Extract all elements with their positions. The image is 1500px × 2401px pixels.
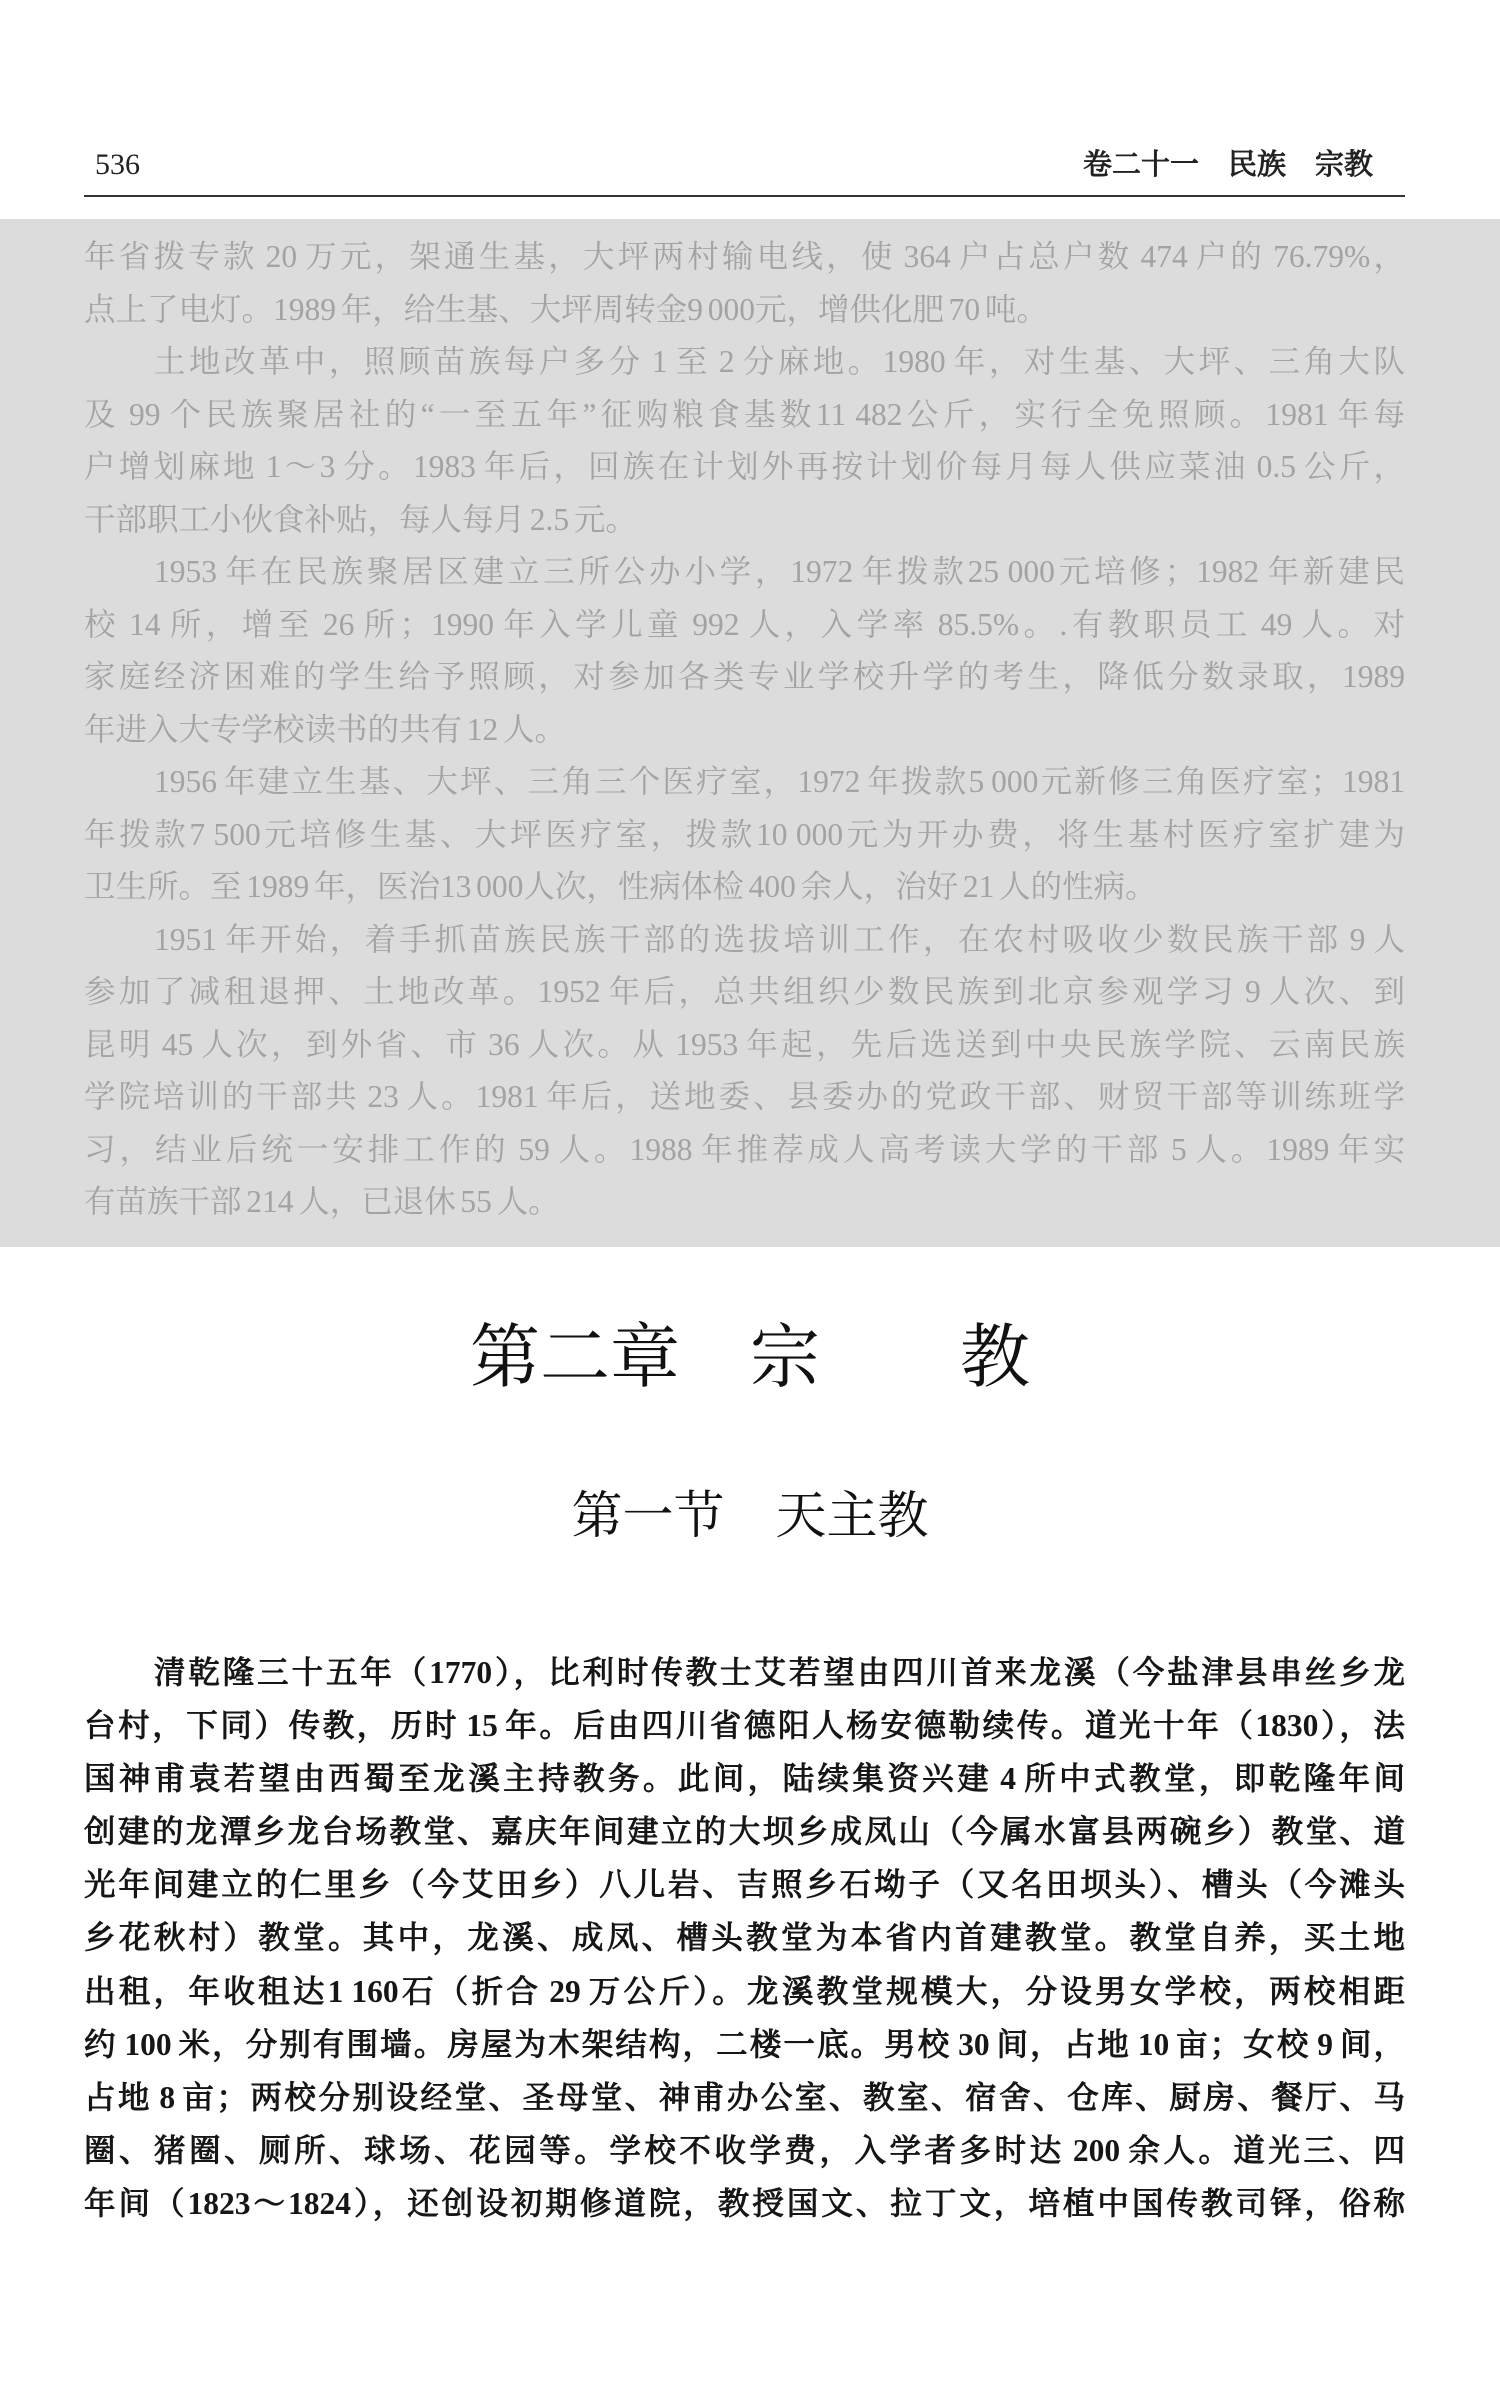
text-line: 有苗族干部 214 人，已退休 55 人。	[84, 1184, 560, 1219]
paragraph	[84, 231, 1405, 336]
paragraph	[84, 914, 1405, 1229]
body-text	[84, 1646, 1405, 2230]
text-line: 家庭经济困难的学生给予照顾，对参加各类专业学校升学的考生，降低分数录取，1989	[84, 659, 1405, 694]
text-line: 年拨款7 500元培修生基、大坪医疗室，拨款10 000元为开办费，将生基村医疗室扩建为	[84, 816, 1405, 852]
text-line: 参加了减租退押、土地改革。1952 年后，总共组织少数民族到北京参观学习 9 人次、到	[84, 974, 1405, 1009]
chapter-title: 第二章 宗 教	[470, 1320, 1030, 1397]
text-line: 及 99 个民族聚居社的“一至五年”征购粮食基数11 482公斤，实行全免照顾。1981 年每	[84, 396, 1405, 432]
text-line: 台村，下同）传教，历时 15 年。后由四川省德阳人杨安德勒续传。道光十年（1830），法	[84, 1708, 1405, 1744]
text-line: 圈、猪圈、厕所、球场、花园等。学校不收学费，入学者多时达 200 余人。道光三、四	[84, 2132, 1405, 2168]
text-line: 年省拨专款 20 万元，架通生基，大坪两村输电线，使 364 户占总户数 474 户的 76.79%，	[84, 239, 1405, 274]
text-line: 国神甫袁若望由西蜀至龙溪主持教务。此间，陆续集资兴建 4 所中式教堂，即乾隆年间	[84, 1761, 1405, 1797]
text-line: 乡花秋村）教堂。其中，龙溪、成凤、槽头教堂为本省内首建教堂。教堂自养，买土地	[84, 1920, 1405, 1956]
text-line: 校 14 所，增至 26 所；1990 年入学儿童 992 人，入学率 85.5%。.有教职员工 49 人。对	[84, 606, 1405, 642]
text-line: 土地改革中，照顾苗族每户多分 1 至 2 分麻地。1980 年，对生基、大坪、三角大队	[154, 344, 1405, 379]
text-line: 1953 年在民族聚居区建立三所公办小学，1972 年拨款25 000元培修；1982 年新建民	[154, 554, 1405, 589]
text-line: 出租，年收租达1 160石（折合 29 万公斤）。龙溪教堂规模大，分设男女学校，两校相距	[84, 1973, 1405, 2009]
paragraph	[84, 546, 1405, 756]
paragraph	[84, 1646, 1405, 2230]
text-line: 昆明 45 人次，到外省、市 36 人次。从 1953 年起，先后选送到中央民族学院、云南民族	[84, 1026, 1405, 1062]
paragraph	[84, 756, 1405, 914]
running-title: 卷二十一 民族 宗教	[1082, 149, 1373, 181]
text-line: 清乾隆三十五年（1770），比利时传教士艾若望由四川首来龙溪（今盐津县串丝乡龙	[154, 1655, 1405, 1690]
text-line: 点上了电灯。1989 年，给生基、大坪周转金9 000元，增供化肥 70 吨。	[84, 291, 1048, 327]
text-line: 光年间建立的仁里乡（今艾田乡）八儿岩、吉照乡石坳子（又名田坝头）、槽头（今滩头	[84, 1867, 1405, 1903]
faded-section	[0, 219, 1500, 1247]
text-line: 年进入大专学校读书的共有 12 人。	[84, 711, 566, 747]
paragraph	[84, 336, 1405, 546]
text-line: 1951 年开始，着手抓苗族民族干部的选拔培训工作，在农村吸收少数民族干部 9 人	[154, 921, 1405, 957]
text-line: 习，结业后统一安排工作的 59 人。1988 年推荐成人高考读大学的干部 5 人。1989 年实	[84, 1131, 1405, 1167]
text-line: 户增划麻地 1～3 分。1983 年后，回族在计划外再按计划价每月每人供应菜油 0.5 公斤，	[84, 449, 1405, 484]
page-number: 536	[95, 148, 140, 181]
faded-text-block	[84, 231, 1405, 1229]
text-line: 干部职工小伙食补贴，每人每月 2.5 元。	[84, 501, 637, 537]
text-line: 1956 年建立生基、大坪、三角三个医疗室，1972 年拨款5 000元新修三角医疗室；1981	[154, 764, 1405, 799]
text-line: 学院培训的干部共 23 人。1981 年后，送地委、县委办的党政干部、财贸干部等训练班学	[84, 1079, 1405, 1114]
text-line: 创建的龙潭乡龙台场教堂、嘉庆年间建立的大坝乡成凤山（今属水富县两碗乡）教堂、道	[84, 1814, 1405, 1850]
text-line: 约 100 米，分别有围墙。房屋为木架结构，二楼一底。男校 30 间，占地 10 亩；女校 9 间，	[84, 2026, 1405, 2062]
section-title: 第一节 天主教	[571, 1489, 929, 1545]
text-line: 年间（1823～1824），还创设初期修道院，教授国文、拉丁文，培植中国传教司铎，俗称	[84, 2185, 1405, 2221]
text-line: 占地 8 亩；两校分别设经堂、圣母堂、神甫办公室、教室、宿舍、仓库、厨房、餐厅、马	[84, 2079, 1405, 2115]
text-line: 卫生所。至 1989 年，医治13 000人次，性病体检 400 余人，治好 21 人的性病。	[84, 869, 1157, 904]
header-rule	[84, 195, 1405, 197]
